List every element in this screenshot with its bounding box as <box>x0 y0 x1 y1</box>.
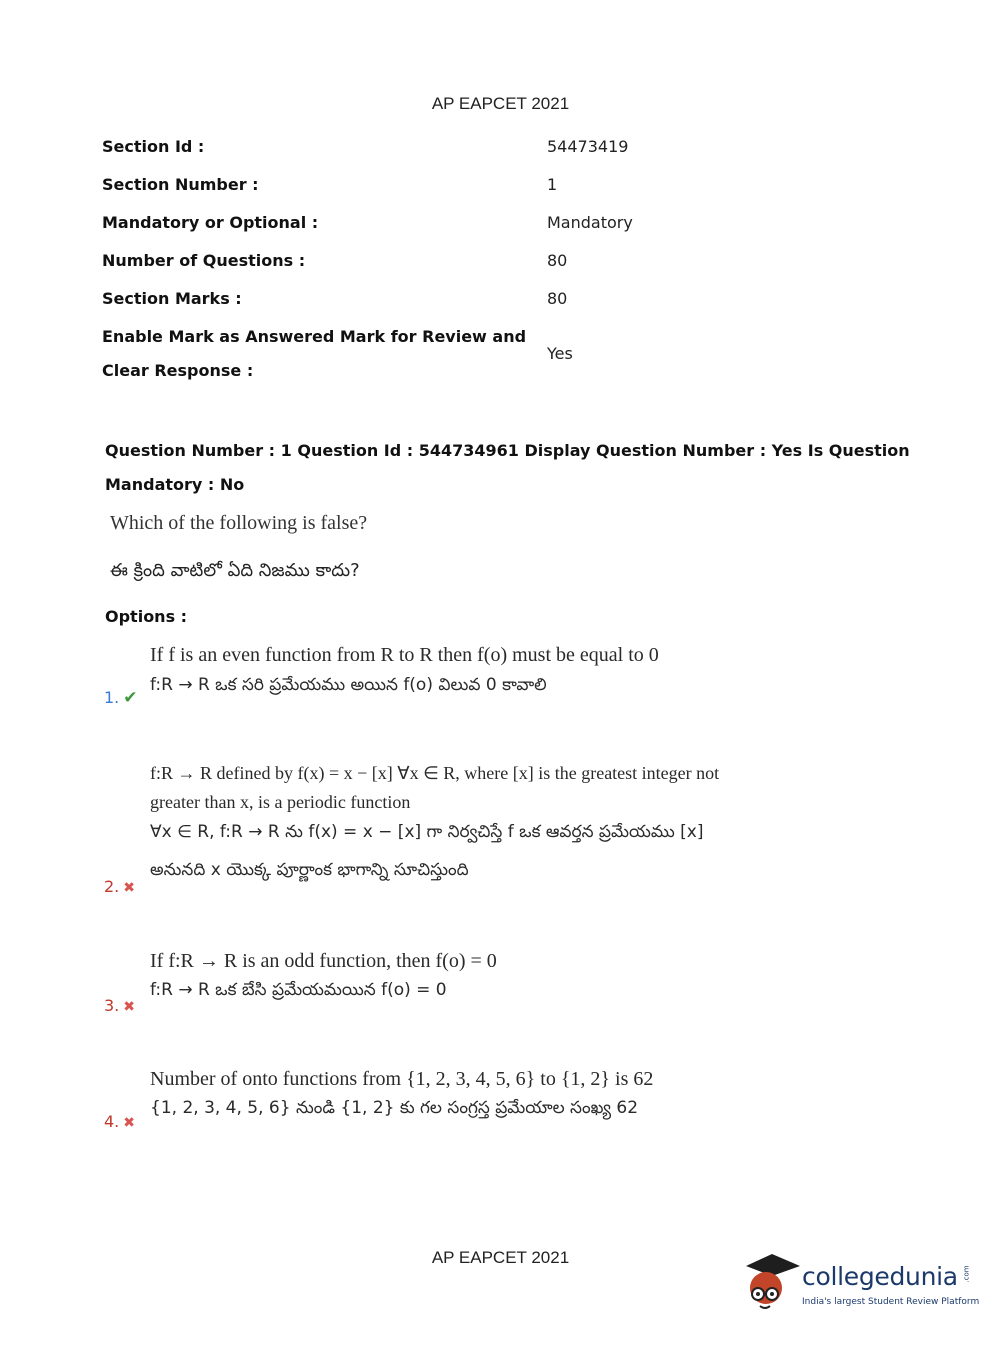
collegedunia-mascot-icon <box>742 1250 804 1316</box>
option-1-number: 1. <box>104 688 120 707</box>
meta-label-enable-mark-line1: Enable Mark as Answered Mark for Review and <box>102 327 527 346</box>
check-icon: ✔ <box>123 688 138 708</box>
option-3-text-en: If f:R → R is an odd function, then f(o) = 0 <box>150 950 497 972</box>
logo-tagline: India's largest Student Review Platform <box>802 1297 980 1307</box>
meta-label-mandatory: Mandatory or Optional : <box>102 213 319 232</box>
question-info-line1: Question Number : 1 Question Id : 544734961 Display Question Number : Yes Is Question <box>105 441 910 460</box>
question-text-english: Which of the following is false? <box>110 512 368 534</box>
option-1-text-te: f:R → R ఒక సరి ప్రమేయము అయిన f(o) విలువ 0 కావాలి <box>150 675 547 695</box>
cross-icon: ✖ <box>123 999 135 1015</box>
logo-wordmark: collegedunia <box>802 1262 958 1291</box>
meta-label-section-number: Section Number : <box>102 175 259 194</box>
cross-icon: ✖ <box>123 1115 135 1131</box>
options-label: Options : <box>105 607 188 626</box>
option-4-text-en: Number of onto functions from {1, 2, 3, 4, 5, 6} to {1, 2} is 62 <box>150 1068 654 1090</box>
meta-label-section-id: Section Id : <box>102 137 205 156</box>
meta-value-section-marks: 80 <box>547 289 568 308</box>
meta-value-num-questions: 80 <box>547 251 568 270</box>
option-4-marker <box>104 1112 135 1131</box>
question-info-line2: Mandatory : No <box>105 475 245 494</box>
meta-label-section-marks: Section Marks : <box>102 289 242 308</box>
logo-dotcom: .com <box>962 1265 971 1283</box>
option-2-text-en-line2: greater than x, is a periodic function <box>150 792 411 812</box>
option-2-text-te-line2: అనునది x యొక్క పూర్ణాంక భాగాన్ని సూచిస్తుంది <box>150 860 469 880</box>
option-2-text-te-line1: ∀x ∈ R, f:R → R ను f(x) = x − [x] గా నిర్వచిస్తే f ఒక ఆవర్తన ప్రమేయము [x] <box>150 822 704 842</box>
option-3-number: 3. <box>104 996 120 1015</box>
option-2-number: 2. <box>104 877 120 896</box>
meta-value-section-number: 1 <box>547 175 558 194</box>
question-text-telugu: ఈ క్రింది వాటిలో ఏది నిజము కాదు? <box>110 560 360 581</box>
meta-label-enable-mark-line2: Clear Response : <box>102 361 254 380</box>
option-1-marker <box>104 688 138 708</box>
option-4-number: 4. <box>104 1112 120 1131</box>
meta-value-mandatory: Mandatory <box>547 213 633 232</box>
meta-value-enable-mark: Yes <box>547 344 573 363</box>
option-4-text-te: {1, 2, 3, 4, 5, 6} నుండి {1, 2} కు గల సంగ్రస్త ప్రమేయాల సంఖ్య 62 <box>150 1098 639 1118</box>
cross-icon: ✖ <box>123 880 135 896</box>
option-2-marker <box>104 877 135 896</box>
option-2-text-en-line1: f:R → R defined by f(x) = x − [x] ∀x ∈ R, where [x] is the greatest integer not <box>150 763 720 783</box>
option-3-marker <box>104 996 135 1015</box>
option-3-text-te: f:R → R ఒక బేసి ప్రమేయమయిన f(o) = 0 <box>150 980 447 1000</box>
meta-value-section-id: 54473419 <box>547 137 629 156</box>
meta-label-num-questions: Number of Questions : <box>102 251 306 270</box>
page-header-title: AP EAPCET 2021 <box>431 94 570 113</box>
page-footer-title: AP EAPCET 2021 <box>431 1248 570 1267</box>
option-1-text-en: If f is an even function from R to R then f(o) must be equal to 0 <box>150 644 659 666</box>
